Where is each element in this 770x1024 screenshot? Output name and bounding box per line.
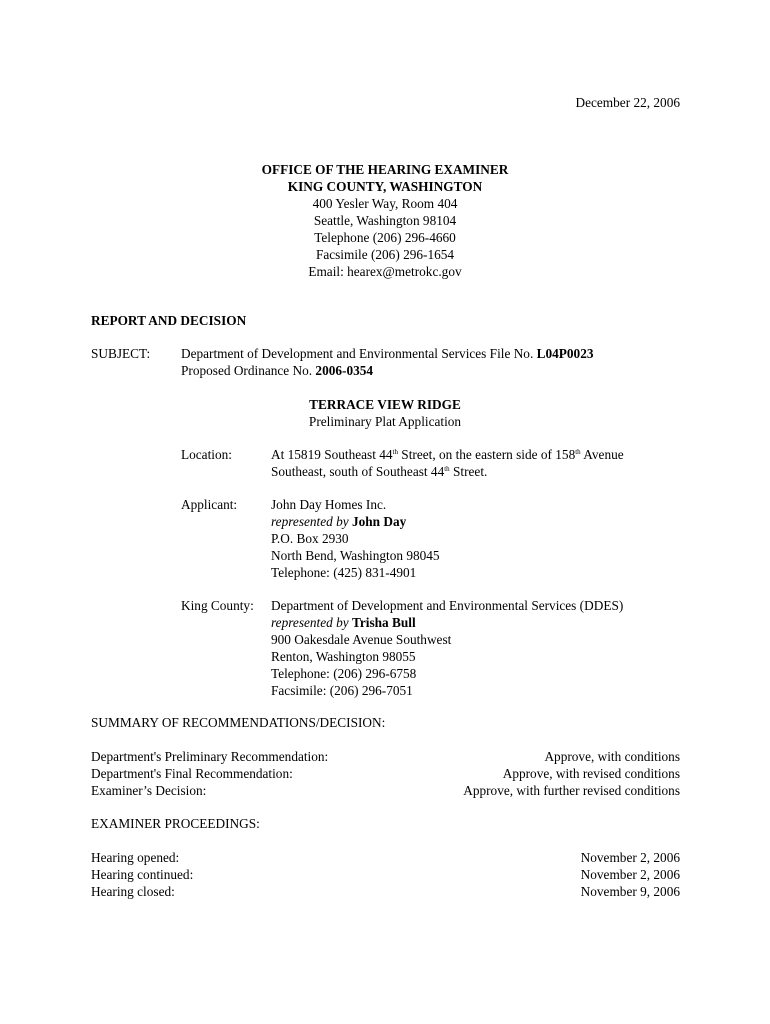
king-county-rep-name: Trisha Bull [351,615,416,630]
file-number: L04P0023 [536,346,594,361]
summary-heading: SUMMARY OF RECOMMENDATIONS/DECISION: [91,715,386,730]
king-county-name: Department of Development and Environmental Services (DDES) [271,598,624,613]
ordinal-suffix: th [392,448,398,456]
summary-row [91,748,680,765]
summary-value: Approve, with revised conditions [502,766,680,781]
applicant-address2: North Bend, Washington 98045 [271,548,440,563]
ordinance-number: 2006-0354 [315,363,374,378]
proceedings-value: November 2, 2006 [580,850,680,865]
applicant-block [271,496,691,581]
office-county: KING COUNTY, WASHINGTON [287,179,483,194]
document-date: December 22, 2006 [575,95,680,110]
location-text: Street. [449,464,488,479]
king-county-label: King County: [181,598,254,613]
subject-line1: Department of Development and Environmental Services File No. [181,346,537,361]
summary-label: Department's Final Recommendation: [91,766,293,781]
represented-by: represented by [271,615,352,630]
project-type: Preliminary Plat Application [308,414,462,429]
office-name: OFFICE OF THE HEARING EXAMINER [261,162,509,177]
applicant-rep-name: John Day [351,514,407,529]
proceedings-label: Hearing continued: [91,867,194,882]
project-name: TERRACE VIEW RIDGE [309,397,461,412]
office-header [0,161,770,280]
applicant-label: Applicant: [181,497,238,512]
location-text: Avenue [580,447,624,462]
subject-line2: Proposed Ordinance No. [181,363,316,378]
proceedings-label: Hearing closed: [91,884,175,899]
proceedings-row [91,866,680,883]
office-city: Seattle, Washington 98104 [313,213,457,228]
summary-row [91,782,680,799]
king-county-telephone: Telephone: (206) 296-6758 [271,666,417,681]
location-label: Location: [181,447,232,462]
proceedings-row [91,883,680,900]
king-county-address1: 900 Oakesdale Avenue Southwest [271,632,452,647]
office-email: Email: hearex@metrokc.gov [308,264,462,279]
represented-by: represented by [271,514,352,529]
summary-label: Department's Preliminary Recommendation: [91,749,329,764]
report-title: REPORT AND DECISION [91,313,247,328]
king-county-block [271,597,691,699]
summary-value: Approve, with conditions [544,749,680,764]
king-county-facsimile: Facsimile: (206) 296-7051 [271,683,413,698]
location-text: Street, on the eastern side of 158 [397,447,576,462]
proceedings-value: November 2, 2006 [580,867,680,882]
location-value [271,446,691,480]
applicant-address1: P.O. Box 2930 [271,531,349,546]
location-text: At 15819 Southeast 44 [271,447,393,462]
proceedings-heading: EXAMINER PROCEEDINGS: [91,816,260,831]
proceedings-value: November 9, 2006 [580,884,680,899]
office-facsimile: Facsimile (206) 296-1654 [315,247,455,262]
king-county-address2: Renton, Washington 98055 [271,649,416,664]
summary-value: Approve, with further revised conditions [463,783,680,798]
office-telephone: Telephone (206) 296-4660 [314,230,456,245]
summary-label: Examiner’s Decision: [91,783,207,798]
subject-text [181,345,594,379]
proceedings-row [91,849,680,866]
project-header [0,396,770,430]
ordinal-suffix: th [444,465,450,473]
office-address: 400 Yesler Way, Room 404 [312,196,458,211]
applicant-name: John Day Homes Inc. [271,497,387,512]
proceedings-label: Hearing opened: [91,850,180,865]
location-text: Southeast, south of Southeast 44 [271,464,445,479]
ordinal-suffix: th [575,448,581,456]
subject-label: SUBJECT: [91,346,151,361]
applicant-telephone: Telephone: (425) 831-4901 [271,565,417,580]
summary-row [91,765,680,782]
